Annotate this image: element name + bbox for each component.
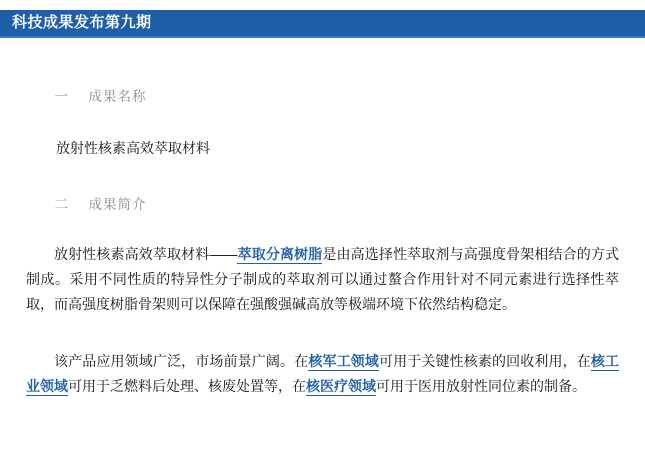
section-heading-name [26, 70, 619, 120]
section-label-name: 成果名称 [88, 89, 147, 104]
page-title: 科技成果发布第九期 [12, 14, 152, 31]
document-body [0, 40, 645, 399]
spacer [26, 158, 619, 166]
section-heading-intro [26, 178, 619, 228]
para2-text-3: 可用于乏燃料后处理、核废处置等，在 [68, 378, 306, 394]
document-page [0, 10, 645, 457]
result-name-value: 放射性核素高效萃取材料 [56, 140, 210, 156]
para2-text-1: 该产品应用领域广泛，市场前景广阔。在 [54, 353, 309, 369]
keyword-nuclear-military: 核军工领域 [308, 353, 379, 369]
para2-text-2: 可用于关键性核素的回收利用，在 [378, 353, 591, 369]
intro-paragraph-1 [26, 242, 619, 317]
keyword-nuclear-medicine: 核医疗领域 [306, 378, 376, 394]
section-label-intro: 成果简介 [88, 197, 147, 212]
keyword-nuclear-industry: 核工业领域 [26, 353, 620, 394]
header-underline [0, 36, 645, 38]
para1-rest-text: 是由高选择性萃取剂与高强度骨架相结合的方式制成。采用不同性质的特异性分子制成的萃取剂可以通过螯合作用针对不同元素进行选择性萃取，而高强度树脂骨架则可以保障在强酸强碱高放等极端环境下依然结构稳定。 [26, 246, 620, 312]
document-header [0, 10, 645, 40]
section-marker-two: 二 [54, 197, 70, 212]
keyword-extraction-resin: 萃取分离树脂 [237, 246, 323, 262]
intro-paragraph-2 [26, 349, 619, 399]
para1-lead-text: 放射性核素高效萃取材料—— [54, 246, 238, 262]
para2-text-4: 可用于医用放射性同位素的制备。 [376, 378, 586, 394]
section-marker-one: 一 [54, 89, 70, 104]
